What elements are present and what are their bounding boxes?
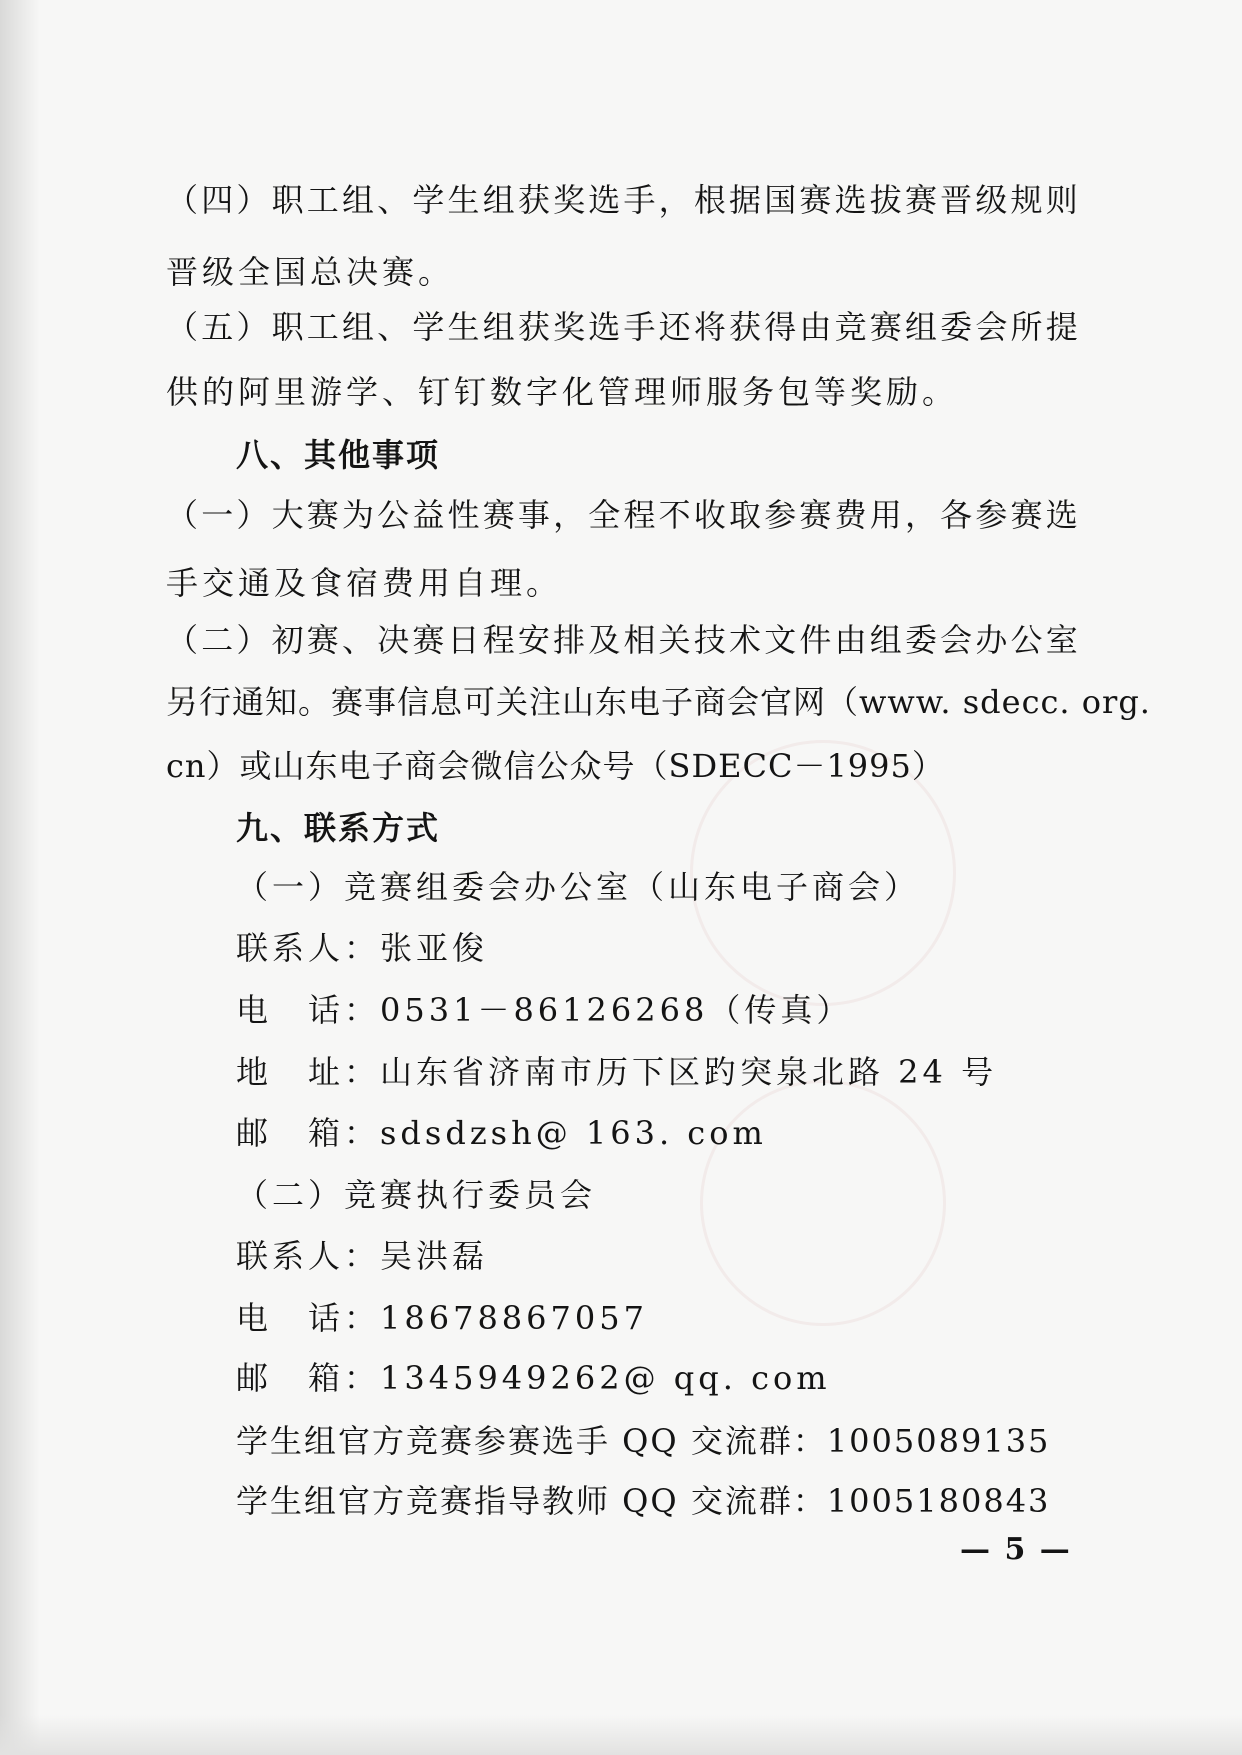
executive-contact: 联系人：吴洪磊: [236, 1237, 489, 1275]
scan-bottom-shadow: [0, 1715, 1242, 1755]
page-number: — 5 —: [960, 1532, 1072, 1567]
section8-item2-line1: （ 二 ） 初 赛 、 决 赛 日 程 安 排 及 相 关 技 术 文 件 由 组 委 会 办 公 室: [166, 621, 1078, 659]
executive-phone: 电 话：18678867057: [236, 1299, 648, 1337]
office-address: 地 址：山东省济南市历下区趵突泉北路 24 号: [236, 1053, 998, 1091]
item5-line1: （ 五 ） 职 工 组 、 学 生 组 获 奖 选 手 还 将 获 得 由 竞 赛 组 委 会 所 提: [166, 308, 1078, 346]
office-title: （一）竞赛组委会办公室（山东电子商会）: [236, 868, 921, 906]
scan-edge-shadow: [0, 0, 40, 1755]
section8-item2-line3: cn）或山东电子商会微信公众号（SDECC－1995）: [166, 747, 945, 785]
office-contact: 联系人：张亚俊: [236, 929, 489, 967]
section8-item2-line2: 另行通知。赛事信息可关注山东电子商会官网（www. sdecc. org.: [166, 683, 1151, 721]
item4-line1: （ 四 ） 职 工 组 、 学 生 组 获 奖 选 手 ， 根 据 国 赛 选 拔 赛 晋 级 规 则: [166, 181, 1078, 219]
section-8-heading: 八、其他事项: [236, 436, 441, 474]
executive-email: 邮 箱：1345949262@ qq. com: [236, 1359, 831, 1397]
office-phone: 电 话：0531－86126268（传真）: [236, 991, 853, 1029]
teacher-qq-group: 学生组官方竞赛指导教师 QQ 交流群：1005180843: [236, 1482, 1051, 1520]
section-9-heading: 九、联系方式: [236, 809, 441, 847]
item4-line2: 晋级全国总决赛。: [166, 253, 455, 291]
student-qq-group: 学生组官方竞赛参赛选手 QQ 交流群：1005089135: [236, 1422, 1051, 1460]
section8-item1-line1: （ 一 ） 大 赛 为 公 益 性 赛 事 ， 全 程 不 收 取 参 赛 费 用 ， 各 参 赛 选: [166, 496, 1078, 534]
office-email: 邮 箱：sdsdzsh@ 163. com: [236, 1114, 767, 1152]
section8-item1-line2: 手交通及食宿费用自理。: [166, 564, 563, 602]
executive-title: （二）竞赛执行委员会: [236, 1176, 597, 1214]
item5-line2: 供的阿里游学、钉钉数字化管理师服务包等奖励。: [166, 373, 959, 411]
